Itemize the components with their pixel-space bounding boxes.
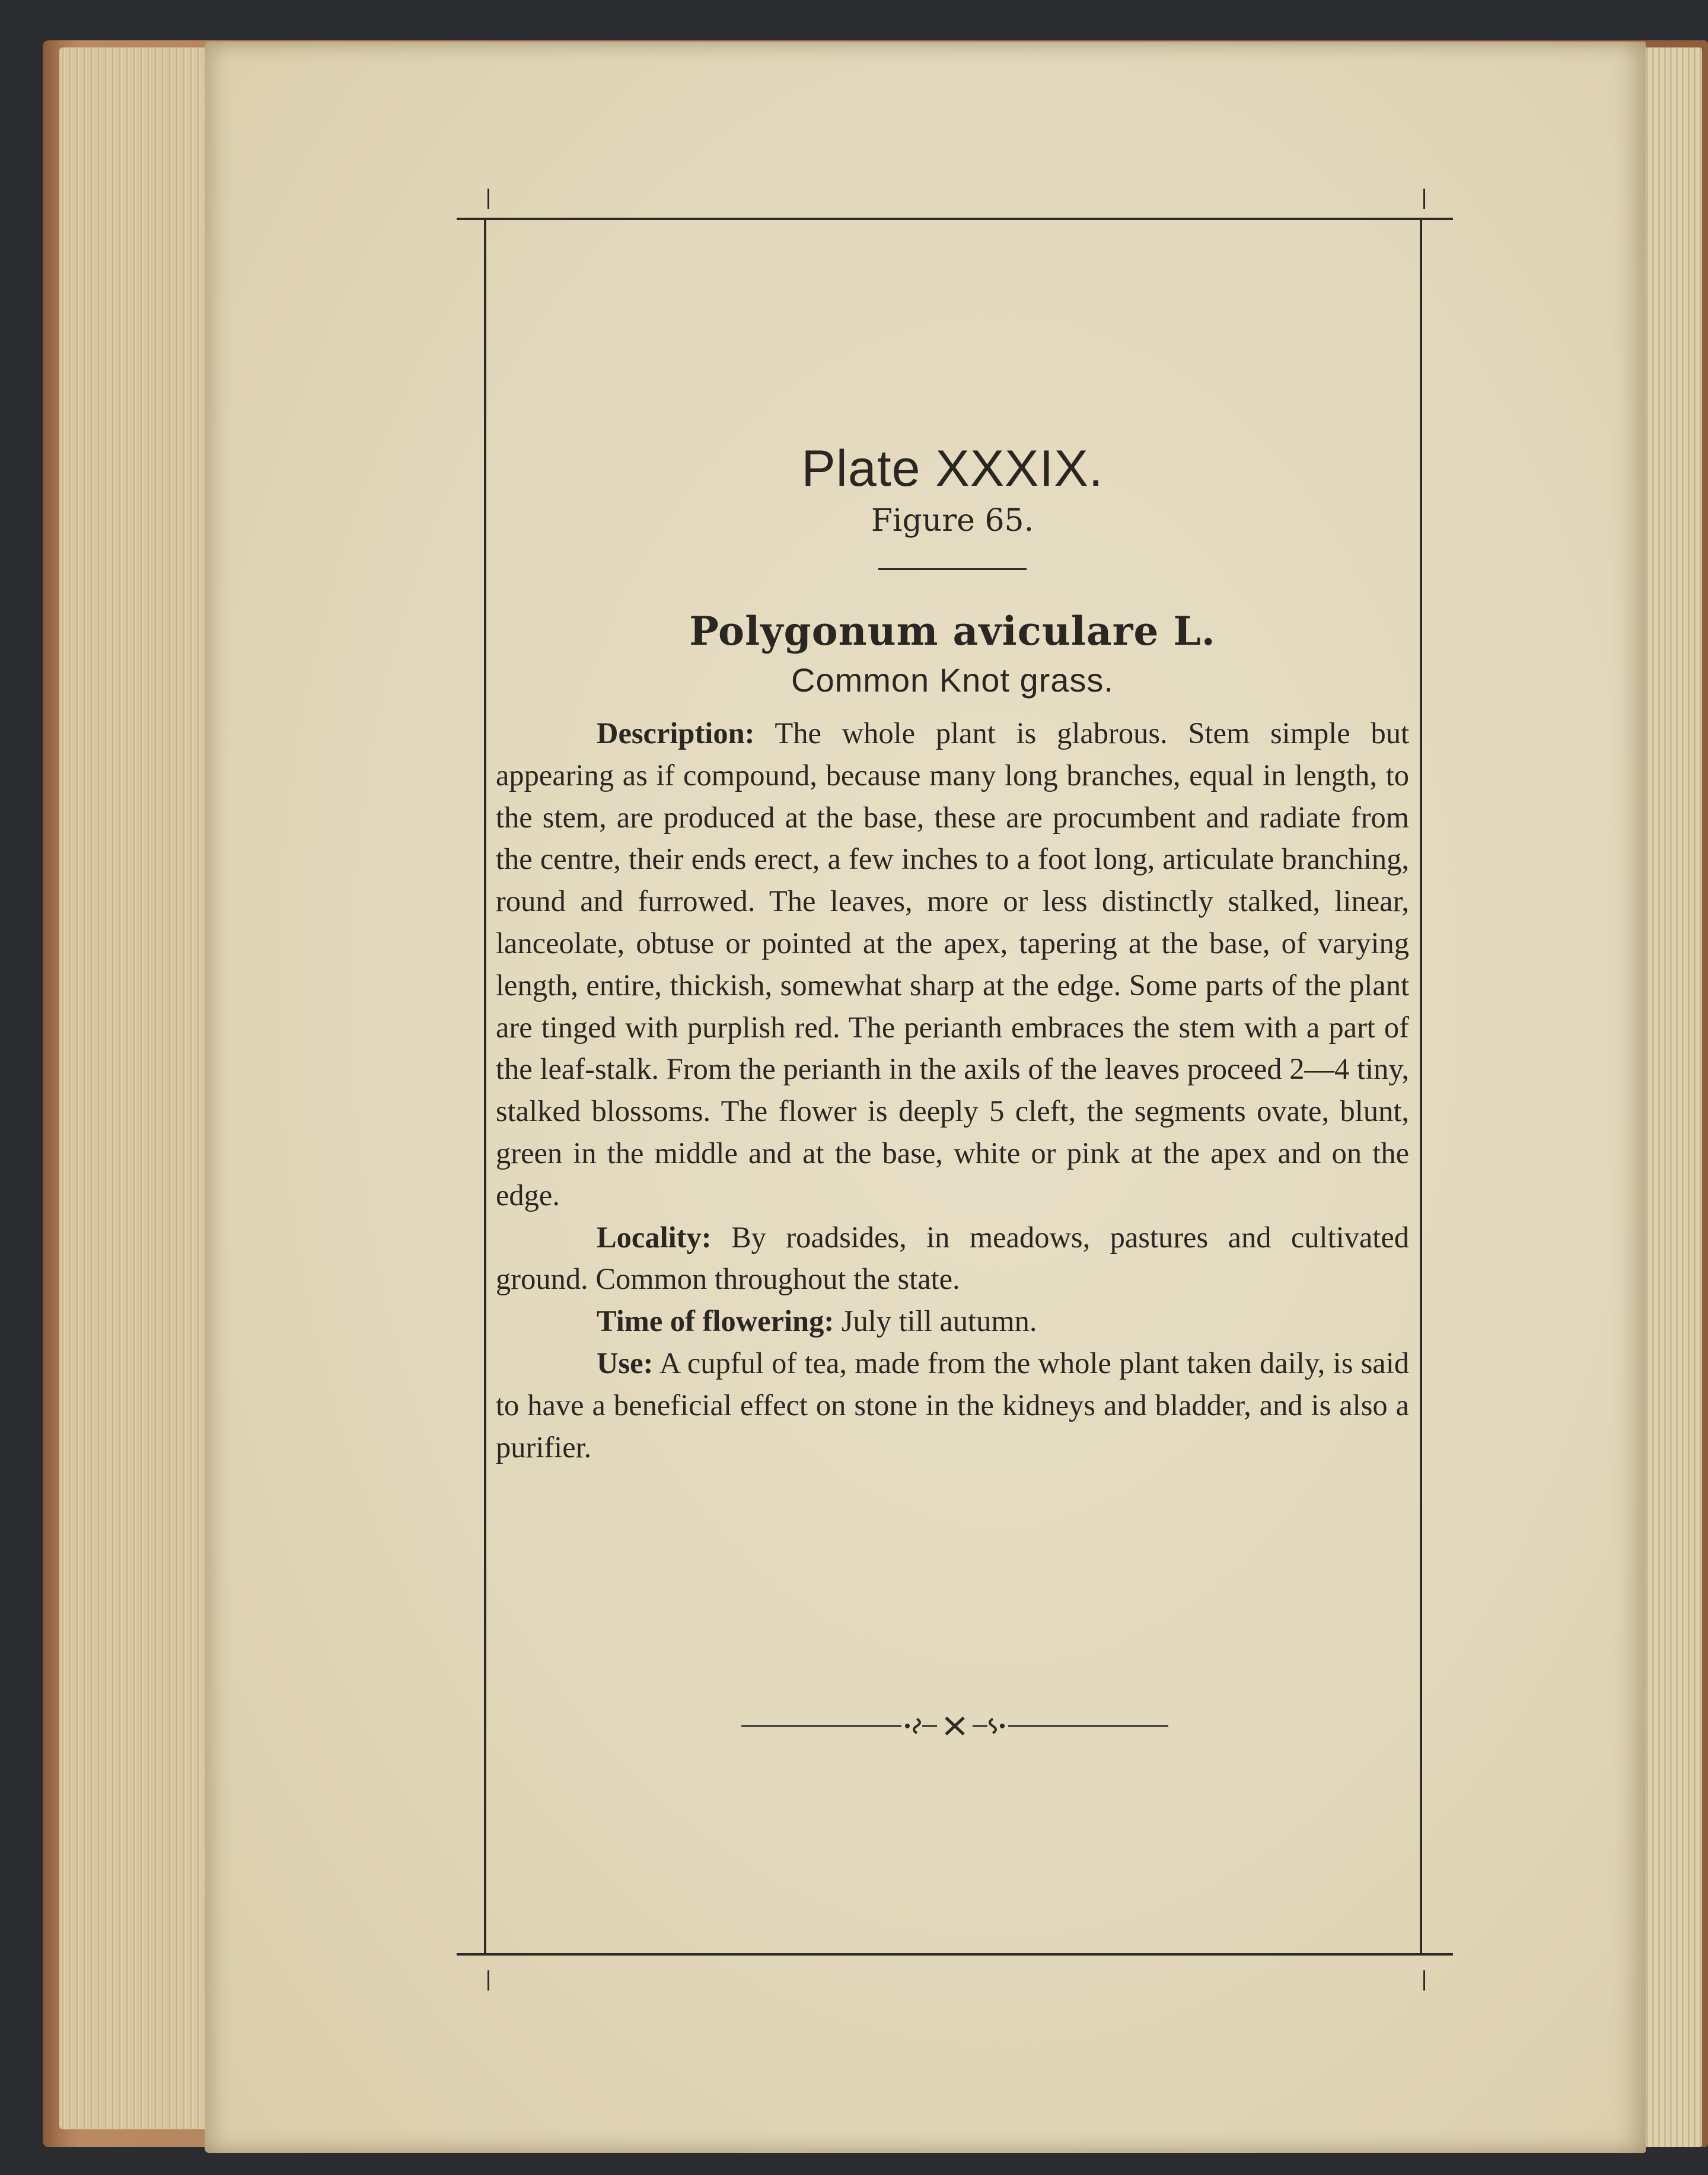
body-text xyxy=(496,712,1409,1468)
frame-rule-top xyxy=(457,218,1453,220)
frame-rule-bottom xyxy=(457,1953,1453,1956)
frame-tick-bottom-right xyxy=(1423,1970,1425,1991)
flowering-paragraph xyxy=(496,1300,1409,1342)
page-edges-right xyxy=(1637,47,1702,2147)
species-name: Polygonum aviculare L. xyxy=(689,608,1216,654)
flowering-text: July till autumn. xyxy=(841,1304,1037,1338)
locality-text: By roadsides, in meadows, pastures and cultivated ground. Common throughout the state. xyxy=(496,1220,1410,1296)
frame-tick-top-right xyxy=(1423,189,1425,209)
title-divider xyxy=(878,568,1027,570)
frame-rule-right xyxy=(1420,218,1422,1956)
description-label: Description: xyxy=(597,716,755,750)
description-text: The whole plant is glabrous. Stem simple but appearing as if compound, because many long branches, equal in length, to the stem, are produced at the base, these are procumbent and radiate from the centre, their ends erect, a few inches to a foot long, articulate branching, round and furrowed. The leaves, more or less distinctly stalked, linear, lanceolate, obtuse or pointed at the apex, tapering at the base, of varying length, entire, thickish, somewhat sharp at the edge. Some parts of the plant are tinged with purplish red. The perianth embraces the stem with a part of the leaf-stalk. From the perianth in the axils of the leaves proceed 2—4 tiny, stalked blossoms. The flower is deeply 5 cleft, the segments ovate, blunt, green in the middle and at the base, white or pink at the apex and on the edge. xyxy=(496,716,1409,1212)
common-name: Common Knot grass. xyxy=(791,661,1114,699)
flowering-label: Time of flowering: xyxy=(597,1304,834,1338)
description-paragraph xyxy=(496,712,1409,1217)
locality-label: Locality: xyxy=(597,1220,712,1254)
page-content xyxy=(496,439,1409,1468)
ornament-divider xyxy=(741,1714,1168,1738)
frame-tick-bottom-left xyxy=(487,1970,489,1991)
frame-tick-top-left xyxy=(487,189,489,209)
locality-paragraph xyxy=(496,1217,1409,1301)
use-paragraph xyxy=(496,1342,1409,1468)
figure-label: Figure 65. xyxy=(871,503,1034,539)
use-text: A cupful of tea, made from the whole plant taken daily, is said to have a beneficial effect on stone in the kidneys and bladder, and is also a purifier. xyxy=(496,1346,1409,1464)
plate-title: Plate XXXIX. xyxy=(801,440,1104,497)
use-label: Use: xyxy=(597,1346,654,1380)
frame-rule-left xyxy=(484,218,486,1956)
